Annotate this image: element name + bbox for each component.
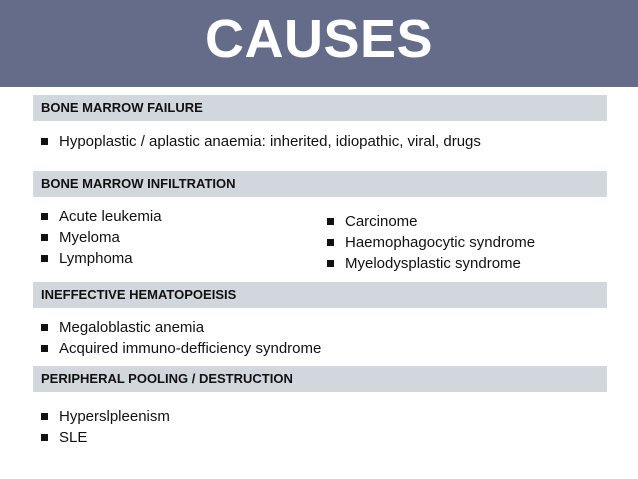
- list-item: Lymphoma: [34, 248, 162, 269]
- infiltration-list-left: [34, 206, 162, 269]
- list-item: Myeloma: [34, 227, 162, 248]
- section-header-bone-marrow-failure: [33, 95, 607, 121]
- square-bullet-icon: [41, 434, 48, 441]
- square-bullet-icon: [41, 234, 48, 241]
- ineffective-hematopoeisis-list: [34, 317, 321, 359]
- list-item: Acquired immuno-defficiency syndrome: [34, 338, 321, 359]
- page-title: CAUSES: [204, 9, 434, 69]
- section-heading: BONE MARROW INFILTRATION: [41, 176, 236, 191]
- section-heading: INEFFECTIVE HEMATOPOEISIS: [41, 287, 237, 302]
- bone-marrow-failure-list: [34, 131, 481, 152]
- list-item: Carcinome: [320, 211, 535, 232]
- section-heading: PERIPHERAL POOLING / DESTRUCTION: [41, 371, 293, 386]
- section-header-peripheral-pooling: [33, 366, 607, 392]
- square-bullet-icon: [327, 239, 334, 246]
- list-item: Acute leukemia: [34, 206, 162, 227]
- list-item: Megaloblastic anemia: [34, 317, 321, 338]
- square-bullet-icon: [41, 324, 48, 331]
- peripheral-pooling-list: [34, 406, 170, 448]
- square-bullet-icon: [327, 218, 334, 225]
- list-item: Haemophagocytic syndrome: [320, 232, 535, 253]
- list-item: Hyperslpleenism: [34, 406, 170, 427]
- title-banner: [0, 0, 638, 87]
- list-item: SLE: [34, 427, 170, 448]
- square-bullet-icon: [327, 260, 334, 267]
- infiltration-list-right: [320, 211, 535, 274]
- section-heading: BONE MARROW FAILURE: [41, 100, 203, 115]
- square-bullet-icon: [41, 138, 48, 145]
- square-bullet-icon: [41, 213, 48, 220]
- square-bullet-icon: [41, 255, 48, 262]
- list-item: Myelodysplastic syndrome: [320, 253, 535, 274]
- list-item: Hypoplastic / aplastic anaemia: inherited, idiopathic, viral, drugs: [34, 131, 481, 152]
- section-header-ineffective-hematopoeisis: [33, 282, 607, 308]
- square-bullet-icon: [41, 413, 48, 420]
- section-header-bone-marrow-infiltration: [33, 171, 607, 197]
- square-bullet-icon: [41, 345, 48, 352]
